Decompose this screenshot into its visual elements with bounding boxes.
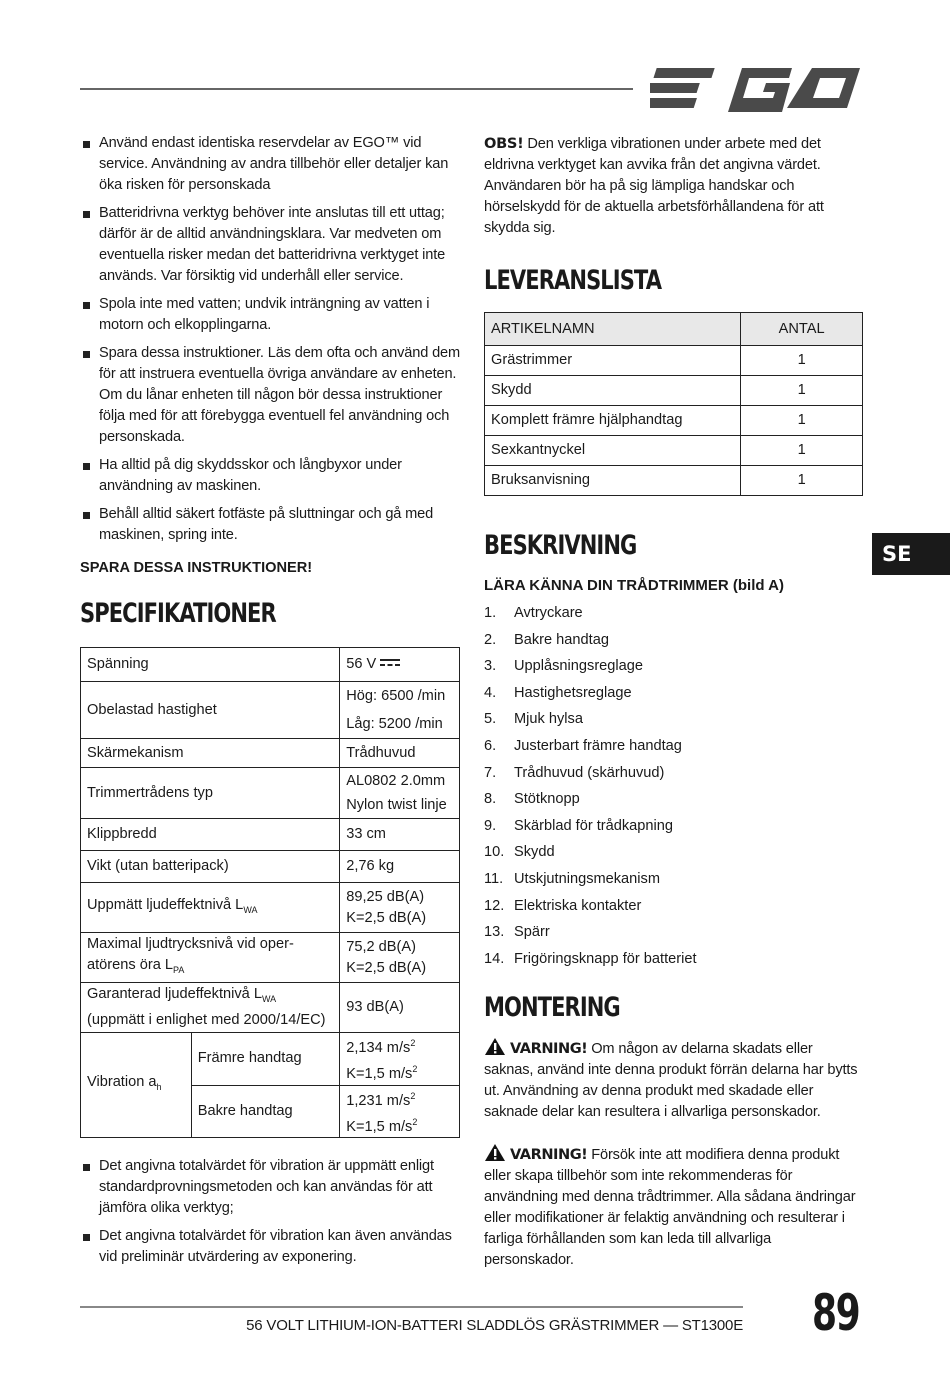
table-row	[81, 933, 460, 983]
list-item: Använd endast identiska reservdelar av EGO™ vid service. Användning av andra tillbehör eller detaljer kan öka risken för personskada	[80, 133, 462, 196]
list-item: Det angivna totalvärdet för vibration kan även användas vid preliminär utvärdering av exponering.	[80, 1226, 462, 1268]
list-item: 4. Hastighetsreglage	[484, 684, 632, 701]
list-item: 13. Spärr	[484, 924, 550, 941]
description-subheading: LÄRA KÄNNA DIN TRÅDTRIMMER (bild A)	[484, 577, 784, 594]
table-row	[81, 983, 460, 1033]
packing-list-heading: LEVERANSLISTA	[484, 265, 662, 296]
list-item: 14. Frigöringsknapp för batteriet	[484, 950, 697, 967]
table-row	[81, 883, 460, 933]
language-tab: SE	[872, 533, 950, 575]
list-item: Behåll alltid säkert fotfäste på sluttningar och gå med maskinen, spring inte.	[80, 504, 462, 546]
list-item: 9. Skärblad för trådkapning	[484, 817, 674, 834]
list-item: 5. Mjuk hylsa	[484, 711, 583, 728]
warning-1: VARNING! Om någon av delarna skadats eller saknas, använd inte denna produkt förrän delarna har bytts ut. Användning av denna produkt med skadade eller saknade delar kan resultera i allvarliga personskador.	[484, 1037, 864, 1123]
vibration-bullets	[80, 1156, 462, 1268]
list-item: Batteridrivna verktyg behöver inte anslutas till ett uttag; därför är de alltid användningsklara. Var medveten om eventuella risker medan det batteridrivna verktyget inte används. Var försiktig vid underhåll eller service.	[80, 203, 462, 287]
table-cell: Främre handtag	[191, 1033, 339, 1086]
table-row	[485, 466, 863, 496]
table-row	[485, 406, 863, 436]
table-cell: Bakre handtag	[191, 1085, 339, 1138]
table-row	[485, 346, 863, 376]
specifications-table	[80, 647, 460, 1138]
list-item: 2. Bakre handtag	[484, 631, 609, 648]
warning-2: VARNING! Försök inte att modifiera denna produkt eller skapa tillbehör som inte rekommenderas för användning med denna trådtrimmer. Alla sådana ändringar eller modifikationer är felaktig användning och resulterar i farliga förhållanden som kan leda till allvarliga personskador.	[484, 1143, 864, 1271]
table-cell: Uppmätt ljudeffektnivå $L_{WA}$	[81, 883, 340, 933]
table-row	[81, 819, 460, 851]
table-cell: 1	[741, 346, 863, 376]
list-item: 6. Justerbart främre handtag	[484, 737, 682, 754]
table-row	[81, 1033, 460, 1086]
list-item: 10. Skydd	[484, 844, 555, 861]
table-cell: Trimmertrådens typ	[81, 768, 340, 819]
table-cell: Hög: 6500 /min Låg: 5200 /min	[340, 682, 460, 739]
table-cell: Skydd	[485, 376, 741, 406]
table-row	[81, 682, 460, 739]
table-row	[81, 648, 460, 682]
table-cell: Obelastad hastighet	[81, 682, 340, 739]
table-row	[81, 851, 460, 883]
table-cell: 2,76 kg	[340, 851, 460, 883]
list-item: Spola inte med vatten; undvik inträngning av vatten i motorn och elkopplingarna.	[80, 294, 462, 336]
table-row	[485, 376, 863, 406]
list-item: 8. Stötknopp	[484, 791, 580, 808]
description-heading: BESKRIVNING	[484, 530, 637, 561]
safety-bullets	[80, 133, 462, 546]
table-cell: 1,231 $m/s^2$ K=1,5 $m/s^2$	[340, 1085, 460, 1138]
table-cell: Grästrimmer	[485, 346, 741, 376]
warning-triangle-icon	[484, 1143, 506, 1162]
list-item: 11. Utskjutningsmekanism	[484, 870, 660, 887]
list-item: Det angivna totalvärdet för vibration är uppmätt enligt standardprovningsmetoden och kan användas för att jämföra olika verktyg;	[80, 1156, 462, 1219]
table-cell: 33 cm	[340, 819, 460, 851]
table-cell: 1	[741, 436, 863, 466]
footer-rule	[80, 1306, 743, 1308]
assembly-heading: MONTERING	[484, 992, 620, 1024]
list-item: Spara dessa instruktioner. Läs dem ofta och använd dem för att instruera eventuella övriga användare av enheten. Om du lånar enheten till någon bör dessa instruktioner följa med för att förebygga eventuell fel användning och personskada.	[80, 343, 462, 448]
table-cell: Komplett främre hjälphandtag	[485, 406, 741, 436]
table-cell: AL0802 2.0mm Nylon twist linje	[340, 768, 460, 819]
footer-title: 56 VOLT LITHIUM-ION-BATTERI SLADDLÖS GRÄSTRIMMER — ST1300E	[246, 1317, 743, 1334]
table-cell: 93 dB(A)	[340, 983, 460, 1033]
warning-triangle-icon	[484, 1037, 506, 1056]
specifications-heading: SPECIFIKATIONER	[80, 598, 276, 629]
table-cell: 2,134 $m/s^2$ K=1,5 $m/s^2$	[340, 1033, 460, 1086]
table-cell: Vibration $a_h$	[81, 1033, 192, 1138]
table-cell: Vikt (utan batteripack)	[81, 851, 340, 883]
save-instructions-note: SPARA DESSA INSTRUKTIONER!	[80, 560, 313, 576]
table-cell: Skärmekanism	[81, 739, 340, 768]
obs-label: OBS!	[484, 135, 524, 152]
warning-label: VARNING!	[510, 1040, 588, 1058]
page-number: 89	[812, 1284, 860, 1342]
list-item: 1. Avtryckare	[484, 605, 583, 621]
right-column	[484, 133, 864, 1271]
ego-logo	[650, 64, 862, 112]
list-item: 7. Trådhuvud (skärhuvud)	[484, 764, 665, 781]
left-column	[80, 133, 462, 1275]
table-cell: 75,2 dB(A) K=2,5 dB(A)	[340, 933, 460, 983]
dc-symbol-icon	[380, 658, 400, 668]
list-item: Ha alltid på dig skyddsskor och långbyxor under användning av maskinen.	[80, 455, 462, 497]
table-cell: Trådhuvud	[340, 739, 460, 768]
table-cell: 56 V	[340, 648, 460, 682]
table-cell: Garanterad ljudeffektnivå $L_{WA}$ (uppmätt i enlighet med 2000/14/EC)	[81, 983, 340, 1033]
table-cell: 1	[741, 376, 863, 406]
table-header-row	[485, 313, 863, 346]
table-cell: Klippbredd	[81, 819, 340, 851]
table-cell: Sexkantnyckel	[485, 436, 741, 466]
table-cell: 1	[741, 406, 863, 436]
table-row	[81, 739, 460, 768]
table-cell: 1	[741, 466, 863, 496]
header-rule	[80, 88, 633, 90]
parts-list	[484, 600, 864, 972]
list-item: 12. Elektriska kontakter	[484, 897, 642, 914]
table-header-cell: ANTAL	[741, 313, 863, 346]
list-item: 3. Upplåsningsreglage	[484, 658, 643, 675]
obs-note: OBS! Den verkliga vibrationen under arbete med det eldrivna verktyget kan avvika från det angivna värdet. Användaren bör ha på sig lämpliga handskar och hörselskydd för de aktuella arbetsförhållandena för att skydda sig.	[484, 135, 824, 236]
packing-list-table	[484, 312, 863, 496]
table-cell: 89,25 dB(A) K=2,5 dB(A)	[340, 883, 460, 933]
table-header-cell: ARTIKELNAMN	[485, 313, 741, 346]
table-row	[485, 436, 863, 466]
table-row	[81, 768, 460, 819]
table-cell: Spänning	[81, 648, 340, 682]
table-cell: Maximal ljudtrycksnivå vid oper- atörens öra $L_{PA}$	[81, 933, 340, 983]
table-cell: Bruksanvisning	[485, 466, 741, 496]
warning-label: VARNING!	[510, 1146, 588, 1164]
